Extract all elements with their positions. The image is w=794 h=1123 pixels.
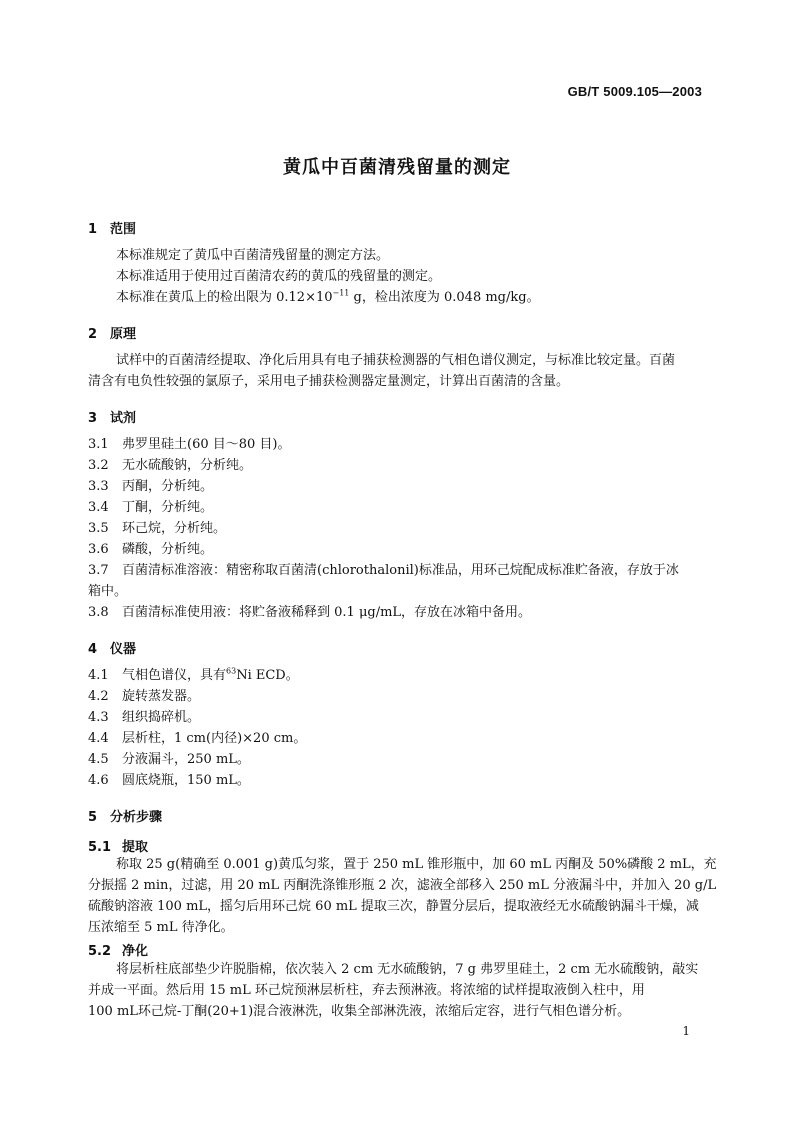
paragraph-line: 并成一平面。然后用 15 mL 环己烷预淋层析柱，弃去预淋液。将浓缩的试样提取液倒入柱中，用: [88, 983, 645, 998]
text-run: g，检出浓度为 0.048 mg/kg。: [349, 290, 540, 305]
list-item: [88, 497, 213, 518]
item-text: 层析柱，1 cm(内径)×20 cm。: [122, 731, 307, 746]
item-number: 3.5: [88, 521, 109, 536]
section-number: 3: [88, 411, 98, 426]
item-text: 组织捣碎机。: [122, 710, 201, 725]
item-text: 分液漏斗，250 mL。: [122, 752, 250, 767]
section-title: 试剂: [110, 411, 137, 426]
section-number: 5: [88, 810, 98, 825]
section-number: 1: [88, 222, 98, 237]
list-item: [88, 434, 291, 455]
item-text: 丁酮，分析纯。: [122, 500, 214, 515]
section-number: 2: [88, 327, 98, 342]
item-number: 4.4: [88, 731, 109, 746]
paragraph: 本标准规定了黄瓜中百菌清残留量的测定方法。: [116, 248, 390, 263]
list-item: [88, 686, 200, 707]
subsection-number: 5.1: [88, 840, 112, 855]
superscript: −11: [332, 288, 350, 298]
item-number: 3.2: [88, 458, 109, 473]
list-item: [88, 455, 252, 476]
item-text: 旋转蒸发器。: [122, 689, 201, 704]
item-number: 4.6: [88, 773, 109, 788]
item-text: 丙酮，分析纯。: [122, 479, 214, 494]
section-title: 分析步骤: [110, 810, 163, 825]
item-number: 3.4: [88, 500, 109, 515]
document-title: 黄瓜中百菌清残留量的测定: [283, 157, 511, 178]
item-text: 磷酸，分析纯。: [122, 542, 214, 557]
list-item: [88, 602, 531, 623]
item-number: 3.3: [88, 479, 109, 494]
list-item: [88, 707, 200, 728]
item-text: Ni ECD。: [236, 668, 299, 683]
item-text: 圆底烧瓶，150 mL。: [122, 773, 250, 788]
list-item: [88, 665, 299, 686]
section-1-heading: [88, 218, 136, 237]
subsection-title: 提取: [122, 840, 149, 855]
item-number: 4.3: [88, 710, 109, 725]
section-title: 原理: [110, 327, 137, 342]
item-number: 3.7: [88, 563, 109, 578]
paragraph-line: 清含有电负性较强的氯原子，采用电子捕获检测器定量测定，计算出百菌清的含量。: [88, 374, 570, 389]
list-item: [88, 770, 250, 791]
list-item-continuation: 箱中。: [88, 584, 128, 599]
item-number: 3.1: [88, 437, 109, 452]
text-run: 本标准在黄瓜上的检出限为 0.12×10: [116, 290, 333, 305]
list-item: [88, 539, 213, 560]
paragraph-line: 称取 25 g(精确至 0.001 g)黄瓜匀浆，置于 250 mL 锥形瓶中，加 60 mL 丙酮及 50%磷酸 2 mL，充: [116, 857, 717, 872]
subsection-number: 5.2: [88, 944, 112, 959]
list-item: [88, 749, 250, 770]
section-3-heading: [88, 407, 136, 426]
section-2-heading: [88, 323, 136, 342]
section-5-heading: [88, 806, 162, 825]
item-number: 3.8: [88, 605, 109, 620]
subsection-5-2-heading: [88, 940, 148, 959]
paragraph-line: 硫酸钠溶液 100 mL，摇匀后用环己烷 60 mL 提取三次，静置分层后，提取液经无水硫酸钠漏斗干燥，减: [88, 899, 699, 914]
paragraph-line: 试样中的百菌清经提取、净化后用具有电子捕获检测器的气相色谱仪测定，与标准比较定量。百菌: [116, 353, 676, 368]
list-item: [88, 728, 306, 749]
paragraph-line: 压浓缩至 5 mL 待净化。: [88, 920, 234, 935]
list-item: [88, 518, 226, 539]
superscript: 63: [226, 666, 237, 676]
item-number: 4.2: [88, 689, 109, 704]
list-item: [88, 560, 679, 581]
section-4-heading: [88, 638, 136, 657]
item-text: 无水硫酸钠，分析纯。: [122, 458, 253, 473]
paragraph: [116, 287, 734, 308]
paragraph-line: 分振摇 2 min，过滤，用 20 mL 丙酮洗涤锥形瓶 2 次，滤液全部移入 250 mL 分液漏斗中，并加入 20 g/L: [88, 878, 717, 893]
paragraph-line: 100 mL环己烷-丁酮(20+1)混合液淋洗，收集全部淋洗液，浓缩后定容，进行气相色谱分析。: [88, 1004, 631, 1019]
item-text: 环己烷，分析纯。: [122, 521, 227, 536]
paragraph: 本标准适用于使用过百菌清农药的黄瓜的残留量的测定。: [116, 269, 442, 284]
subsection-5-1-heading: [88, 836, 148, 855]
page-number: 1: [682, 1024, 690, 1038]
item-number: 4.1: [88, 668, 109, 683]
item-text: 百菌清标准使用液：将贮备液稀释到 0.1 μg/mL，存放在冰箱中备用。: [122, 605, 532, 620]
item-text: 气相色谱仪，具有: [122, 668, 227, 683]
subsection-title: 净化: [122, 944, 149, 959]
item-number: 3.6: [88, 542, 109, 557]
paragraph-line: 将层析柱底部垫少许脱脂棉，依次装入 2 cm 无水硫酸钠，7 g 弗罗里硅土，2 cm 无水硫酸钠，敲实: [116, 962, 699, 977]
list-item: [88, 476, 213, 497]
section-number: 4: [88, 642, 98, 657]
item-text: 百菌清标准溶液：精密称取百菌清(chlorothalonil)标准品，用环己烷配成标准贮备液，存放于冰: [122, 563, 679, 578]
item-number: 4.5: [88, 752, 109, 767]
section-title: 范围: [110, 222, 137, 237]
section-title: 仪器: [110, 642, 137, 657]
item-text: 弗罗里硅土(60 目～80 目)。: [122, 437, 291, 452]
standard-code: GB/T 5009.105—2003: [567, 84, 702, 99]
